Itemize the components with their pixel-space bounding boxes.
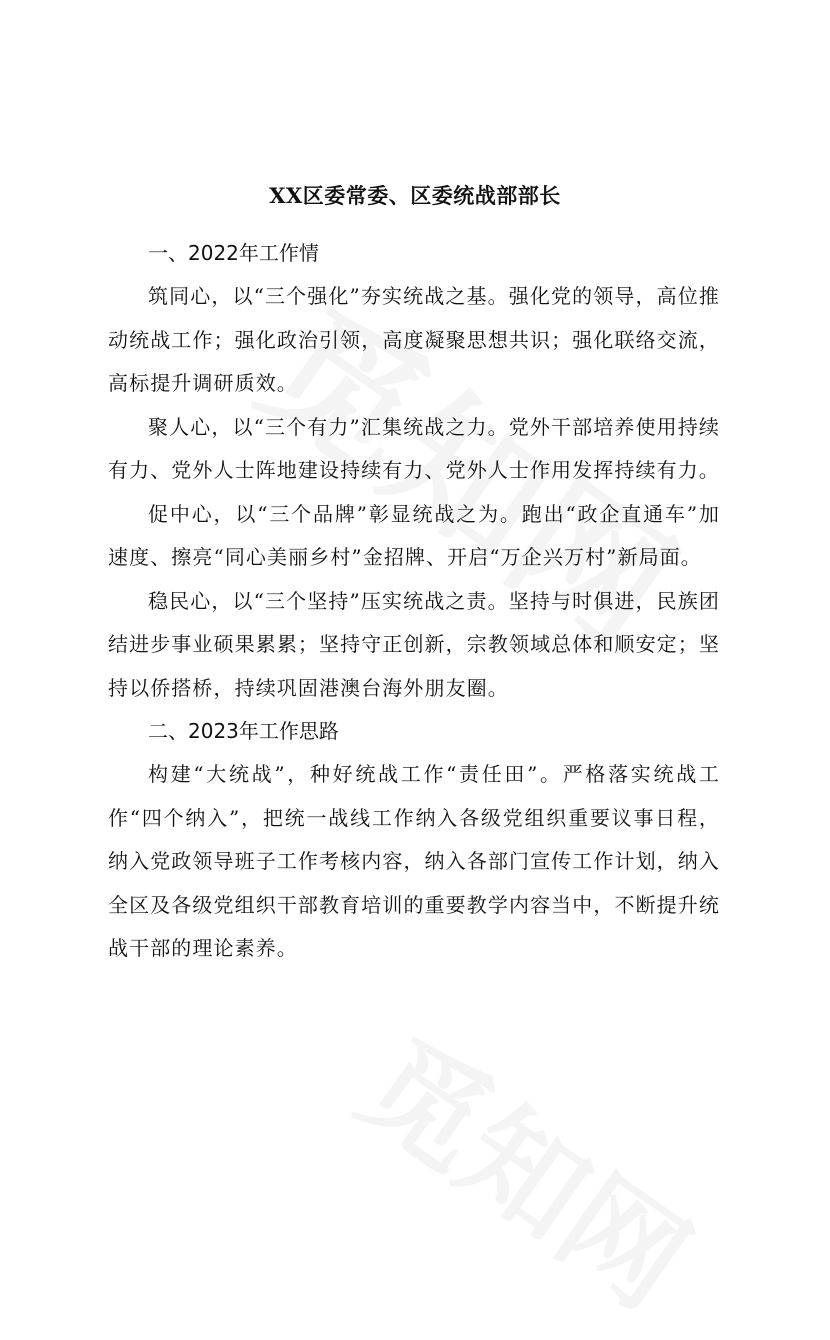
watermark: [333, 992, 727, 1339]
paragraph: 构建“大统战”，种好统战工作“责任田”。严格落实统战工作“四个纳入”，把统一战线工作纳入各级党组织重要议事日程，纳入党政领导班子工作考核内容，纳入各部门宣传工作计划，纳入全区及各级党组织干部教育培训的重要教学内容当中，不断提升统战干部的理论素养。: [108, 762, 720, 960]
section-heading: 一、2022年工作情: [148, 241, 319, 265]
paragraph: 聚人心，以“三个有力”汇集统战之力。党外干部培养使用持续有力、党外人士阵地建设持续有力、党外人士作用发挥持续有力。: [108, 414, 720, 482]
paragraph: 稳民心，以“三个坚持”压实统战之责。坚持与时俱进，民族团结进步事业硕果累累；坚持守正创新，宗教领域总体和顺安定；坚持以侨搭桥，持续巩固港澳台海外朋友圈。: [108, 588, 720, 700]
paragraph: 促中心，以“三个品牌”彰显统战之为。跑出“政企直通车”加速度、擦亮“同心美丽乡村”金招牌、开启“万企兴万村”新局面。: [108, 501, 720, 569]
section-2023: [108, 710, 720, 971]
paragraph: 筑同心，以“三个强化”夯实统战之基。强化党的领导，高位推动统战工作；强化政治引领，高度凝聚思想共识；强化联络交流，高标提升调研质效。: [108, 284, 720, 395]
document-title: XX区委常委、区委统战部部长: [269, 183, 561, 208]
document-body: [108, 232, 720, 971]
section-2022: [108, 232, 720, 710]
section-heading: 二、2023年工作思路: [148, 719, 339, 743]
